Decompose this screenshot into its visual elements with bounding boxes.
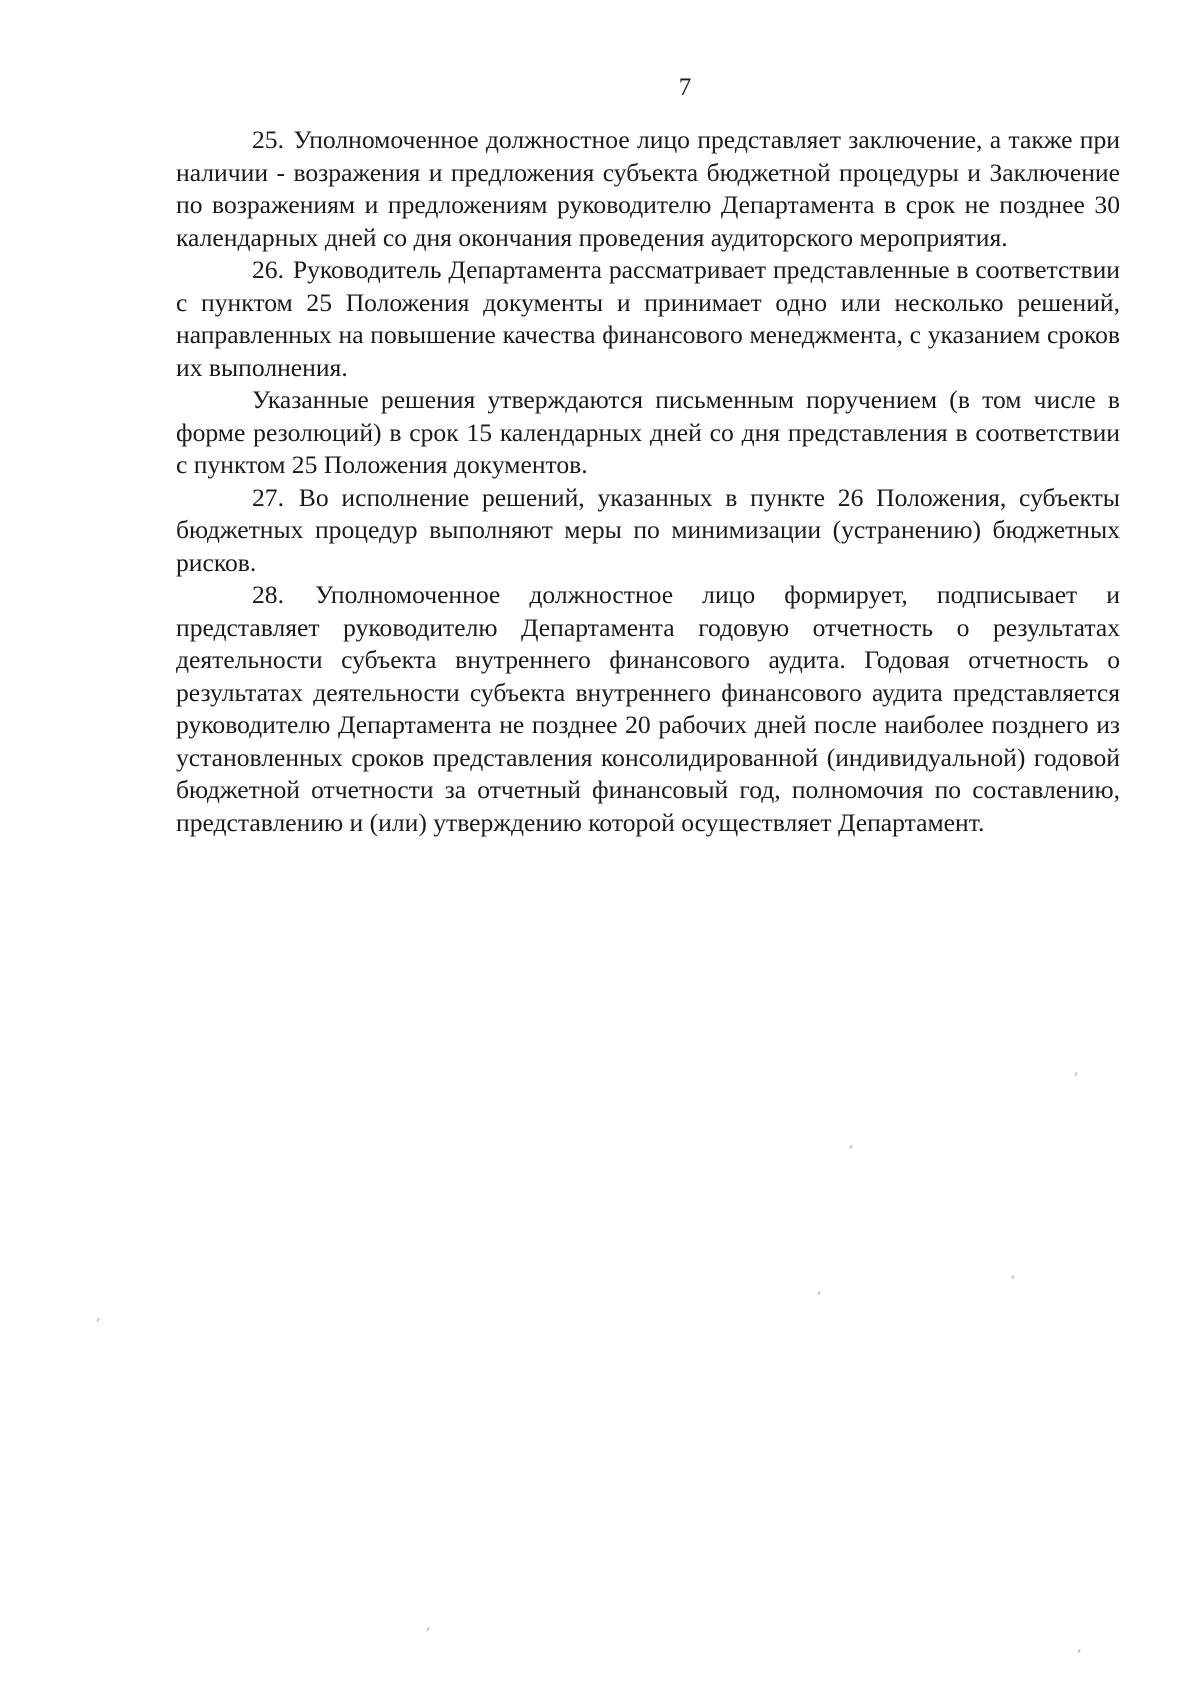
- document-body: [176, 124, 1120, 839]
- paragraph-text: Указанные решения утверждаются письменным поручением (в том числе в форме резолюций) в срок 15 календарных дней со дня представления в соответствии с пунктом 25 Положения документов.: [176, 385, 1120, 479]
- paragraph-text: Уполномоченное должностное лицо представляет заключение, а также при наличии - возражения и предложения субъекта бюджетной процедуры и Заключение по возражениям и предложениям руководителю Департамента в срок не позднее 30 календарных дней со дня окончания проведения аудиторского мероприятия.: [176, 125, 1120, 252]
- scan-speck: [1077, 1649, 1080, 1653]
- paragraph-27: [176, 482, 1120, 580]
- paragraph-number: 27.: [252, 482, 284, 512]
- paragraph-26-continuation: [176, 384, 1120, 482]
- scan-speck: [426, 1627, 429, 1631]
- scan-speck: [849, 1145, 852, 1149]
- scan-speck: [96, 1318, 99, 1322]
- paragraph-text: Руководитель Департамента рассматривает представленные в соответствии с пунктом 25 Положения документы и принимает одно или несколько решений, направленных на повышение качества финансового менеджмента, с указанием сроков их выполнения.: [176, 255, 1120, 382]
- scan-speck: [1011, 1275, 1014, 1279]
- scan-speck: [817, 1291, 820, 1295]
- paragraph-number: 26.: [252, 255, 284, 284]
- paragraph-number: 28.: [252, 580, 284, 609]
- paragraph-text: Уполномоченное должностное лицо формирует, подписывает и представляет руководителю Департамента годовую отчетность о результатах деятельности субъекта внутреннего финансового аудита. Годовая отчетность о результатах деятельности субъекта внутреннего финансового аудита представляется руководителю Департамента не позднее 20 рабочих дней после наиболее позднего из установленных сроков представления консолидированной (индивидуальной) годовой бюджетной отчетности за отчетный финансовый год, полномочия по составлению, представлению и (или) утверждению которой осуществляет Департамент.: [176, 580, 1120, 837]
- paragraph-number: 25.: [252, 125, 284, 154]
- paragraph-25: [176, 124, 1120, 254]
- paragraph-text: Во исполнение решений, указанных в пункте 26 Положения, субъекты бюджетных процедур выполняют меры по минимизации (устранению) бюджетных рисков.: [176, 482, 1120, 577]
- page-number: 7: [678, 74, 692, 101]
- paragraph-28: [176, 579, 1120, 839]
- paragraph-26: [176, 254, 1120, 384]
- scan-speck: [1074, 1072, 1077, 1076]
